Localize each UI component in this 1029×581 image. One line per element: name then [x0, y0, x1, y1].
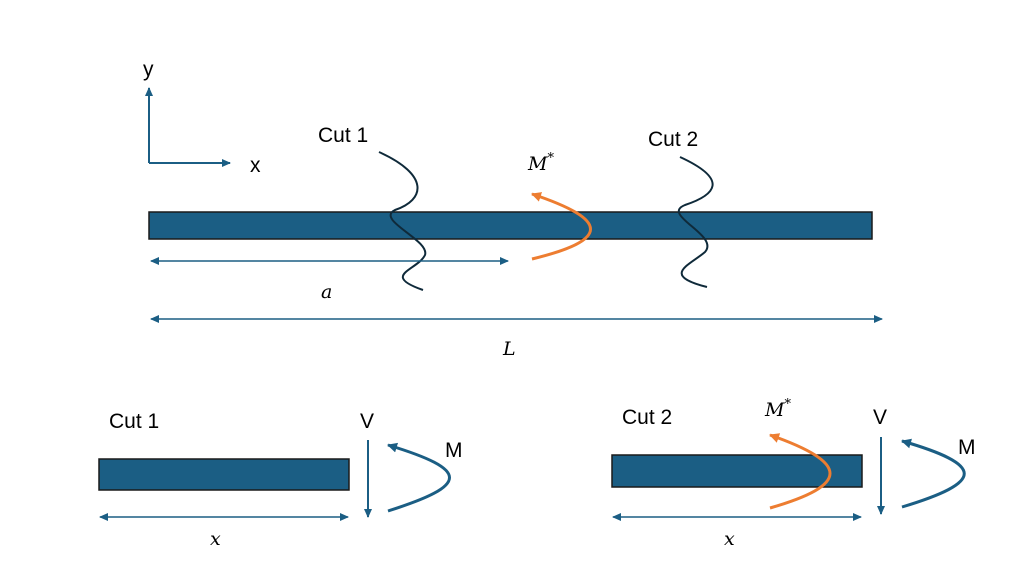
cut-1-beam-segment	[99, 459, 349, 490]
cut-2-moment-arrow	[902, 441, 964, 507]
cut-1-free-body	[99, 410, 463, 550]
cut-1-dimension-x-label: x	[210, 528, 221, 550]
x-axis-label: x	[250, 154, 261, 177]
cut-1-moment-label: M	[445, 439, 463, 462]
cut-2-label: Cut 2	[648, 128, 699, 151]
cut-2-shear-label: V	[873, 406, 888, 429]
cut-1-label: Cut 1	[318, 124, 369, 147]
main-beam	[149, 212, 872, 239]
cut-1-moment-arrow	[388, 445, 450, 511]
cut-2-title: Cut 2	[622, 406, 673, 429]
cut-2-free-body	[612, 397, 976, 550]
dimension-L-label: L	[503, 338, 516, 360]
cut-2-dimension-x-label: x	[724, 528, 735, 550]
cut-1-shear-label: V	[360, 410, 375, 433]
dimension-a-label: a	[321, 281, 333, 303]
coordinate-axes	[143, 58, 261, 177]
cut-2-applied-moment-label: M*	[765, 397, 791, 421]
cut-2-moment-label: M	[958, 436, 976, 459]
cut-1-title: Cut 1	[109, 410, 160, 433]
y-axis-label: y	[143, 58, 154, 81]
applied-moment-label: M*	[528, 151, 554, 175]
